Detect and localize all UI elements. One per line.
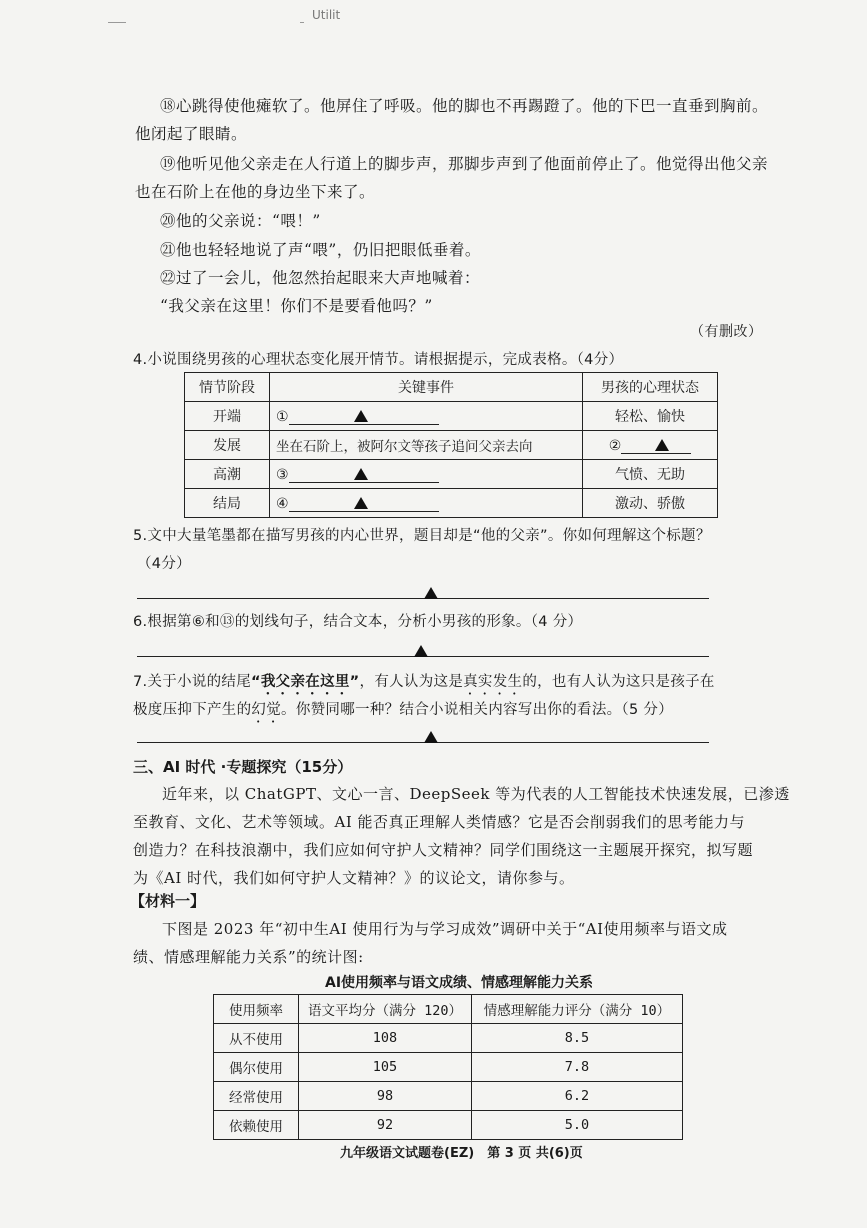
q7-illusion: 幻觉	[251, 702, 282, 718]
table-row	[214, 1053, 683, 1082]
triangle-icon	[424, 587, 438, 599]
section-3-title: 三、AI 时代 ·专题探究（15分）	[133, 758, 353, 776]
answer-blank-1[interactable]	[289, 408, 439, 425]
section-3-intro-line1: 近年来，以 ChatGPT、文心一言、DeepSeek 等为代表的人工智能技术快速发展，已渗透	[162, 785, 790, 803]
q7-text-c: ，有人认为这是	[359, 674, 464, 690]
question-7-line1	[133, 668, 715, 698]
emotion-score-cell: 6.2	[472, 1082, 683, 1111]
stage-cell: 结局	[185, 489, 270, 518]
paragraph-20: ⑳他的父亲说：“喂！”	[160, 212, 321, 230]
material-1-line1: 下图是 2023 年“初中生AI 使用行为与学习成效”调研中关于“AI使用频率与语文成	[162, 920, 728, 938]
plot-row-development	[185, 431, 718, 460]
blank-number: ①	[276, 408, 289, 425]
emotion-score-cell: 8.5	[472, 1024, 683, 1053]
header-emotion-score: 情感理解能力评分（满分 10）	[472, 995, 683, 1024]
state-cell: 轻松、愉快	[583, 402, 718, 431]
stage-cell: 高潮	[185, 460, 270, 489]
state-cell[interactable]	[583, 431, 718, 460]
paragraph-22-line2: “我父亲在这里！你们不是要看他吗？”	[160, 297, 433, 315]
event-cell[interactable]	[270, 402, 583, 431]
event-cell[interactable]	[270, 460, 583, 489]
state-cell: 气愤、无助	[583, 460, 718, 489]
scan-mark-left	[108, 22, 126, 23]
chart-title: AI使用频率与语文成绩、情感理解能力关系	[325, 975, 594, 991]
answer-blank-2[interactable]	[621, 437, 691, 454]
stage-cell: 开端	[185, 402, 270, 431]
frequency-cell: 经常使用	[214, 1082, 299, 1111]
question-6: 6.根据第⑥和⑬的划线句子，结合文本，分析小男孩的形象。（4 分）	[133, 614, 583, 630]
top-mark: Utilit	[312, 8, 341, 22]
header-stage: 情节阶段	[185, 373, 270, 402]
section-3-intro-line4: 为《AI 时代，我们如何守护人文精神？》的议论文，请你参与。	[133, 869, 575, 887]
answer-line-5[interactable]	[137, 598, 709, 599]
data-table-header	[214, 995, 683, 1024]
question-7-line2	[133, 696, 673, 726]
frequency-cell: 依赖使用	[214, 1111, 299, 1140]
table-row	[214, 1111, 683, 1140]
emotion-score-cell: 7.8	[472, 1053, 683, 1082]
q7-text-g: 。你赞同哪一种？结合小说相关内容写出你的看法。（5 分）	[281, 702, 673, 718]
paragraph-18-line1: ⑱心跳得使他瘫软了。他屏住了呼吸。他的脚也不再踢蹬了。他的下巴一直垂到胸前。	[160, 97, 769, 115]
event-cell: 坐在石阶上，被阿尔文等孩子追问父亲去向	[270, 431, 583, 460]
table-row	[214, 1082, 683, 1111]
triangle-icon	[354, 497, 368, 509]
answer-blank-4[interactable]	[289, 495, 439, 512]
triangle-icon	[655, 439, 669, 451]
q7-text-a: 7.关于小说的结尾	[133, 674, 252, 690]
paragraph-22-line1: ㉒过了一会儿，他忽然抬起眼来大声地喊着：	[160, 269, 481, 287]
header-frequency: 使用频率	[214, 995, 299, 1024]
header-state: 男孩的心理状态	[583, 373, 718, 402]
emotion-score-cell: 5.0	[472, 1111, 683, 1140]
triangle-icon	[354, 410, 368, 422]
event-cell[interactable]	[270, 489, 583, 518]
blank-number: ④	[276, 495, 289, 512]
section-3-intro-line2: 至教育、文化、艺术等领域。AI 能否真正理解人类情感？它是否会削弱我们的思考能力与	[133, 813, 746, 831]
page-footer: 九年级语文试题卷(EZ) 第 3 页 共(6)页	[340, 1146, 583, 1161]
frequency-cell: 从不使用	[214, 1024, 299, 1053]
header-chinese-score: 语文平均分（满分 120）	[299, 995, 472, 1024]
blank-number: ②	[608, 437, 622, 454]
material-1-title: 【材料一】	[130, 892, 206, 910]
chinese-score-cell: 92	[299, 1111, 472, 1140]
header-event: 关键事件	[270, 373, 583, 402]
triangle-icon	[424, 731, 438, 743]
chinese-score-cell: 108	[299, 1024, 472, 1053]
question-5-line1: 5.文中大量笔墨都在描写男孩的内心世界，题目却是“他的父亲”。你如何理解这个标题？	[133, 528, 711, 544]
stage-cell: 发展	[185, 431, 270, 460]
paragraph-21: ㉑他也轻轻地说了声“喂”，仍旧把眼低垂着。	[160, 241, 481, 259]
chinese-score-cell: 105	[299, 1053, 472, 1082]
q7-text-e: 的，也有人认为这只是孩子在	[522, 674, 715, 690]
q7-real: 真实发生	[463, 674, 523, 690]
state-cell: 激动、骄傲	[583, 489, 718, 518]
paragraph-18-line2: 他闭起了眼睛。	[135, 125, 248, 143]
revision-note: （有删改）	[690, 324, 763, 340]
question-5-line2: （4分）	[137, 556, 191, 572]
answer-blank-3[interactable]	[289, 466, 439, 483]
plot-row-climax	[185, 460, 718, 489]
data-table	[213, 994, 683, 1140]
section-3-intro-line3: 创造力？在科技浪潮中，我们应如何守护人文精神？同学们围绕这一主题展开探究，拟写题	[133, 841, 754, 859]
question-4: 4.小说围绕男孩的心理状态变化展开情节。请根据提示，完成表格。（4分）	[133, 352, 624, 368]
material-1-line2: 绩、情感理解能力关系”的统计图:	[133, 948, 364, 966]
plot-row-opening	[185, 402, 718, 431]
scan-mark-mid	[300, 22, 304, 23]
paragraph-19-line2: 也在石阶上在他的身边坐下来了。	[135, 183, 376, 201]
plot-table-header	[185, 373, 718, 402]
blank-number: ③	[276, 466, 289, 483]
answer-line-7[interactable]	[137, 742, 709, 743]
chinese-score-cell: 98	[299, 1082, 472, 1111]
plot-row-ending	[185, 489, 718, 518]
q7-text-f: 极度压抑下产生的	[133, 702, 252, 718]
q7-quote: “我父亲在这里”	[251, 674, 360, 690]
frequency-cell: 偶尔使用	[214, 1053, 299, 1082]
triangle-icon	[354, 468, 368, 480]
plot-table	[184, 372, 718, 518]
paragraph-19-line1: ⑲他听见他父亲走在人行道上的脚步声，那脚步声到了他面前停止了。他觉得出他父亲	[160, 155, 769, 173]
triangle-icon	[414, 645, 428, 657]
table-row	[214, 1024, 683, 1053]
